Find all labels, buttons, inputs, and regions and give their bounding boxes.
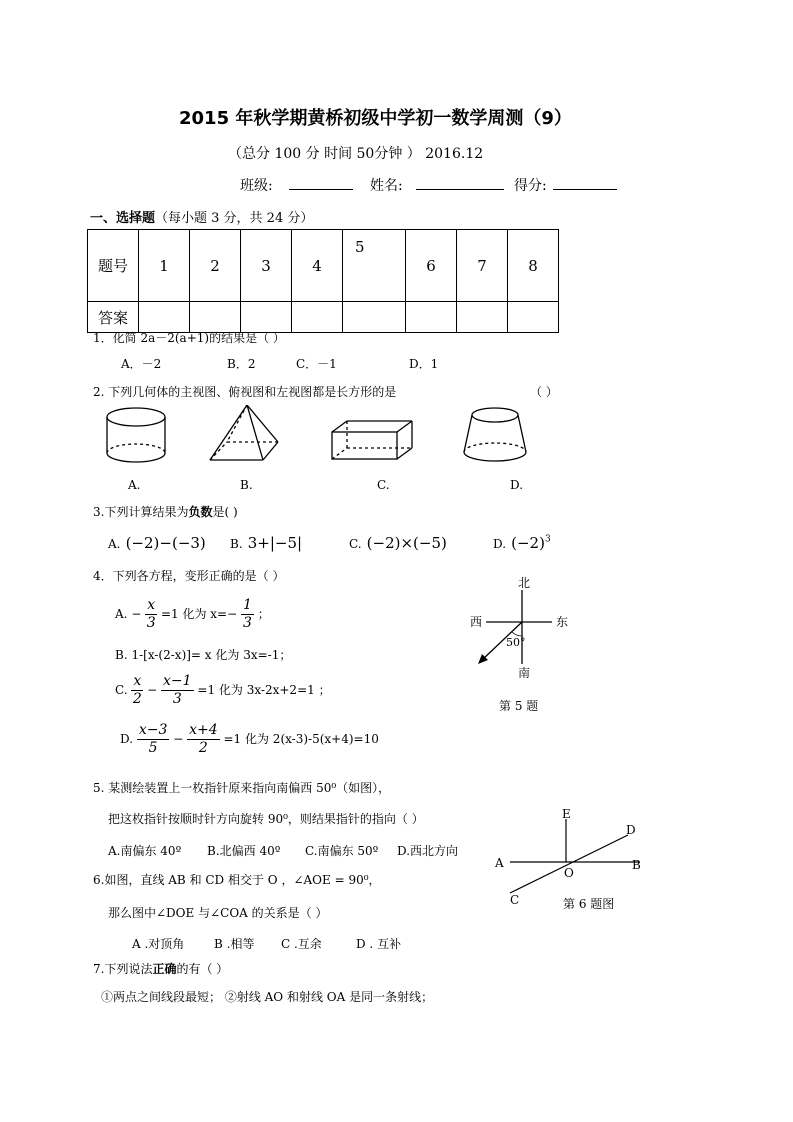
- section-title: 一、选择题: [90, 211, 156, 226]
- q6-line2: 那么图中∠DOE 与∠COA 的关系是（ ）: [108, 906, 328, 920]
- q4-d-fraction1: [137, 722, 170, 757]
- section-heading: [90, 207, 313, 226]
- q7-stem-bold: 正确: [152, 962, 177, 976]
- compass-east: 东: [556, 615, 569, 629]
- q4-a-den: 3: [146, 615, 156, 631]
- q4-a-label: A.: [115, 607, 128, 621]
- question-number: 8: [508, 230, 559, 302]
- q4-a-tail: ；: [257, 607, 270, 621]
- q7-stem-text: 7.下列说法: [93, 962, 153, 976]
- q4-d-num1: x−3: [138, 722, 168, 738]
- page-subtitle: （总分 100 分 时间 50分钟 ） 2016.12: [228, 146, 484, 162]
- question-number: 1: [139, 230, 190, 302]
- answer-cell[interactable]: [139, 302, 190, 333]
- q4-d-minus: −: [173, 732, 184, 746]
- row-label-number: 题号: [88, 230, 139, 302]
- q4-a-den2: 3: [242, 615, 252, 631]
- question-number: 2: [190, 230, 241, 302]
- q4-d-tail: =1 化为 2(x-3)-5(x+4)=10: [223, 732, 379, 746]
- score-label: 得分:: [514, 178, 547, 194]
- row-label-answer: 答案: [88, 302, 139, 333]
- answer-cell[interactable]: [406, 302, 457, 333]
- q3-stem: [93, 503, 238, 520]
- q5-line2: 把这枚指针按顺时针方向旋转 90⁰，则结果指针的指向（ ）: [108, 812, 424, 826]
- q7-stem: [93, 960, 228, 977]
- q3-option-b-expr: 3+|−5|: [247, 534, 303, 552]
- name-blank: [416, 175, 504, 190]
- q3-stem-tail: 是( ): [212, 505, 238, 519]
- q3-option-a: [108, 533, 206, 552]
- question-number: 7: [457, 230, 508, 302]
- q4-option-c: [115, 673, 331, 708]
- answer-cell[interactable]: [508, 302, 559, 333]
- q6-option-c: C .互余: [281, 937, 322, 951]
- question-number: 5: [343, 230, 406, 302]
- name-label: 姓名:: [370, 178, 403, 194]
- fig6-caption: 第 6 题图: [563, 897, 615, 911]
- q7-stem-tail: 的有（ ）: [176, 962, 229, 976]
- q5-option-c: C.南偏东 50º: [305, 844, 379, 858]
- q4-c-den1: 2: [132, 691, 142, 707]
- q3-option-d: [493, 533, 551, 552]
- point-b-label: B: [632, 858, 641, 872]
- q4-a-num2: 1: [242, 597, 252, 613]
- q4-a-fraction2: [241, 597, 254, 632]
- q5-option-d: D.西北方向: [397, 844, 459, 858]
- answer-cell[interactable]: [457, 302, 508, 333]
- line-cd: [510, 835, 628, 893]
- q4-d-label: D.: [120, 732, 134, 746]
- q3-option-d-exponent: 3: [544, 534, 551, 545]
- q4-c-num1: x: [133, 673, 142, 689]
- q4-a-mid: =1 化为 x=−: [160, 607, 238, 621]
- answer-cell[interactable]: [343, 302, 406, 333]
- point-e-label: E: [562, 807, 571, 821]
- frustum-shape: [464, 408, 526, 461]
- angle-figure: [490, 805, 650, 905]
- q3-option-a-label: A.: [108, 537, 121, 551]
- q4-option-b: B. 1-[x-(2-x)]= x 化为 3x=-1；: [115, 648, 292, 662]
- pyramid-shape: [210, 405, 278, 460]
- q4-a-num: x: [147, 597, 156, 613]
- q5-option-a: A.南偏东 40º: [108, 844, 182, 858]
- class-label: 班级:: [240, 178, 273, 194]
- q4-d-den1: 5: [148, 740, 158, 756]
- q7-line2: ①两点之间线段最短； ②射线 AO 和射线 OA 是同一条射线；: [101, 990, 434, 1004]
- q3-option-d-expr: (−2): [511, 534, 545, 552]
- point-o-label: O: [564, 866, 574, 880]
- point-c-label: C: [510, 893, 520, 905]
- q2-stem: 2. 下列几何体的主视图、俯视图和左视图都是长方形的是: [93, 385, 397, 399]
- q5-line1: 5. 某测绘装置上一枚指针原来指向南偏西 50⁰（如图），: [93, 781, 391, 795]
- q2-option-b: B.: [240, 478, 253, 492]
- q6-option-d: D . 互补: [356, 937, 402, 951]
- q4-option-a: [115, 597, 270, 632]
- class-blank: [289, 175, 353, 190]
- q4-d-fraction2: [187, 722, 220, 757]
- q3-option-a-expr: (−2)−(−3): [125, 534, 206, 552]
- q3-option-c-label: C.: [349, 537, 362, 551]
- answer-cell[interactable]: [241, 302, 292, 333]
- q4-c-fraction2: [161, 673, 194, 708]
- compass-figure: [466, 574, 574, 684]
- question-number: 3: [241, 230, 292, 302]
- q6-option-b: B .相等: [214, 937, 255, 951]
- answer-cell[interactable]: [190, 302, 241, 333]
- q2-option-a: A.: [128, 478, 141, 492]
- q2-solids-figure: [100, 405, 580, 467]
- q6-option-a: A .对顶角: [132, 937, 185, 951]
- q1-option-d: D．1: [409, 357, 439, 371]
- q1-stem: 1．化简 2a－2(a+1)的结果是（ ）: [93, 331, 285, 345]
- section-note: （每小题 3 分，共 24 分）: [155, 211, 314, 226]
- point-d-label: D: [626, 823, 636, 837]
- point-a-label: A: [495, 856, 504, 870]
- q4-c-den2: 3: [172, 691, 182, 707]
- q1-option-b: B．2: [227, 357, 256, 371]
- answer-table: [87, 229, 559, 333]
- q4-c-fraction1: [131, 673, 143, 708]
- q1-option-a: A．－2: [121, 357, 162, 371]
- q3-option-c-expr: (−2)×(−5): [366, 534, 447, 552]
- q3-stem-bold: 负数: [188, 505, 213, 519]
- q5-option-b: B.北偏西 40º: [207, 844, 281, 858]
- q2-option-c: C.: [377, 478, 390, 492]
- q4-stem: 4．下列各方程，变形正确的是（ ）: [93, 569, 285, 583]
- compass-caption: 第 5 题: [499, 699, 539, 713]
- compass-south: 南: [518, 666, 531, 680]
- question-number: 6: [406, 230, 457, 302]
- q4-a-minus: −: [131, 607, 142, 621]
- q3-option-b: [230, 533, 302, 552]
- q3-option-b-label: B.: [230, 537, 243, 551]
- q6-line1: 6.如图，直线 AB 和 CD 相交于 O ，∠AOE = 90⁰，: [93, 873, 381, 887]
- score-blank: [553, 175, 617, 190]
- q4-c-label: C.: [115, 683, 128, 697]
- box-shape: [332, 421, 412, 459]
- question-number: 4: [292, 230, 343, 302]
- compass-angle: 50°: [506, 636, 526, 649]
- q4-a-fraction: [145, 597, 157, 632]
- q3-stem-text: 3.下列计算结果为: [93, 505, 189, 519]
- answer-cell[interactable]: [292, 302, 343, 333]
- q4-d-num2: x+4: [189, 722, 218, 738]
- cylinder-shape: [107, 408, 165, 462]
- q4-option-d: [120, 722, 379, 757]
- compass-west: 西: [470, 615, 483, 629]
- q1-option-c: C．－1: [296, 357, 337, 371]
- q3-option-c: [349, 533, 447, 552]
- q2-paren: （ ）: [530, 385, 558, 399]
- q4-d-den2: 2: [198, 740, 208, 756]
- q4-c-minus: −: [147, 683, 158, 697]
- q3-option-d-label: D.: [493, 537, 507, 551]
- q4-c-num2: x−1: [163, 673, 192, 689]
- page-title: 2015 年秋学期黄桥初级中学初一数学周测（9）: [179, 108, 572, 129]
- q2-option-d: D.: [510, 478, 524, 492]
- compass-north: 北: [518, 576, 531, 590]
- q4-c-tail: =1 化为 3x-2x+2=1 ；: [197, 683, 331, 697]
